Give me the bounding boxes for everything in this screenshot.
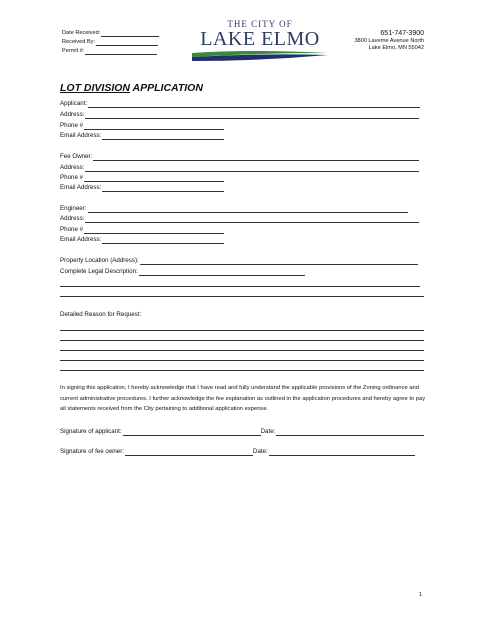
applicant-date-line bbox=[276, 429, 424, 436]
legal-description-line bbox=[139, 269, 305, 276]
engineer-address-label: Address: bbox=[60, 215, 85, 222]
fee-owner-phone-line bbox=[84, 175, 224, 182]
page-number: 1 bbox=[419, 592, 423, 598]
date-received-field[interactable] bbox=[62, 30, 159, 37]
received-by-label: Received By: bbox=[62, 39, 95, 45]
logo-top-text: THE CITY OF bbox=[227, 19, 293, 29]
engineer-name-field[interactable] bbox=[60, 205, 408, 213]
received-by-line bbox=[96, 39, 158, 46]
contact-city: Lake Elmo, MN 55042 bbox=[368, 45, 424, 51]
fee-owner-phone-field[interactable] bbox=[60, 174, 224, 182]
applicant-address-line bbox=[85, 112, 419, 119]
reason-line-2[interactable] bbox=[60, 340, 424, 341]
permit-line bbox=[85, 48, 157, 55]
applicant-phone-label: Phone # bbox=[60, 122, 84, 129]
permit-field[interactable] bbox=[62, 48, 157, 55]
reason-line-4[interactable] bbox=[60, 360, 424, 361]
fee-owner-email-field[interactable] bbox=[60, 184, 224, 192]
title-application: APPLICATION bbox=[130, 82, 203, 94]
logo-main-text: LAKE ELMO bbox=[200, 28, 320, 50]
fee-owner-address-label: Address: bbox=[60, 164, 85, 171]
applicant-signature-label: Signature of applicant: bbox=[60, 428, 122, 435]
engineer-phone-label: Phone # bbox=[60, 226, 84, 233]
property-location-field[interactable] bbox=[60, 257, 418, 265]
engineer-email-label: Email Address: bbox=[60, 236, 102, 243]
engineer-phone-field[interactable] bbox=[60, 226, 224, 234]
applicant-name-line bbox=[88, 101, 420, 108]
contact-phone: 651-747-3900 bbox=[380, 30, 424, 37]
city-logo bbox=[190, 19, 330, 68]
fee-owner-phone-label: Phone # bbox=[60, 174, 84, 181]
applicant-signature-line bbox=[123, 429, 261, 436]
applicant-address-label: Address: bbox=[60, 111, 85, 118]
applicant-email-line bbox=[102, 133, 224, 140]
title-lot-division: LOT DIVISION bbox=[60, 82, 131, 94]
property-location-line bbox=[140, 258, 418, 265]
legal-description-line-3[interactable] bbox=[60, 296, 424, 297]
fee-owner-address-field[interactable] bbox=[60, 164, 419, 172]
page-title bbox=[60, 82, 203, 94]
applicant-address-field[interactable] bbox=[60, 111, 419, 119]
engineer-name-line bbox=[88, 206, 408, 213]
applicant-email-field[interactable] bbox=[60, 132, 224, 140]
applicant-phone-field[interactable] bbox=[60, 122, 224, 130]
fee-owner-signature-row[interactable] bbox=[60, 448, 415, 456]
fee-owner-date-line bbox=[269, 449, 415, 456]
legal-description-label: Complete Legal Description: bbox=[60, 268, 138, 275]
fee-owner-date-label: Date: bbox=[252, 448, 268, 455]
acknowledgement-text: In signing this application, I hereby acknowledge that I have read and fully understand the applicable provisions of the Zoning ordinance and current administrative procedures. I further acknowledge the fee explanation as outlined in the application procedures and hereby agree to pay all statements received from the City pertaining to additional application expense. bbox=[60, 385, 426, 412]
engineer-phone-line bbox=[84, 227, 224, 234]
applicant-email-label: Email Address: bbox=[60, 132, 102, 139]
reason-line-5[interactable] bbox=[60, 370, 424, 371]
engineer-name-label: Engineer: bbox=[60, 205, 87, 212]
fee-owner-email-label: Email Address: bbox=[60, 184, 102, 191]
received-by-field[interactable] bbox=[62, 39, 158, 46]
logo-wave-icon bbox=[190, 49, 330, 63]
engineer-email-field[interactable] bbox=[60, 236, 224, 244]
date-received-label: Date Received: bbox=[62, 30, 101, 36]
fee-owner-signature-line bbox=[125, 449, 253, 456]
applicant-name-label: Applicant: bbox=[60, 100, 88, 107]
fee-owner-name-field[interactable] bbox=[60, 153, 419, 161]
engineer-address-field[interactable] bbox=[60, 215, 419, 223]
legal-description-field[interactable] bbox=[60, 268, 305, 276]
permit-label: Permit #: bbox=[62, 48, 85, 54]
applicant-date-label: Date: bbox=[260, 428, 276, 435]
applicant-signature-row[interactable] bbox=[60, 428, 424, 436]
property-location-label: Property Location (Address): bbox=[60, 257, 139, 264]
applicant-phone-line bbox=[84, 123, 224, 130]
fee-owner-name-line bbox=[93, 154, 419, 161]
contact-block bbox=[330, 29, 424, 52]
engineer-address-line bbox=[85, 216, 419, 223]
fee-owner-address-line bbox=[85, 165, 419, 172]
fee-owner-name-label: Fee Owner: bbox=[60, 153, 93, 160]
reason-line-1[interactable] bbox=[60, 330, 424, 331]
applicant-name-field[interactable] bbox=[60, 100, 420, 108]
date-received-line bbox=[101, 30, 159, 37]
fee-owner-signature-label: Signature of fee owner: bbox=[60, 448, 124, 455]
engineer-email-line bbox=[102, 237, 224, 244]
reason-label: Detailed Reason for Request: bbox=[60, 311, 142, 318]
contact-street: 3800 Laverne Avenue North bbox=[354, 38, 424, 44]
fee-owner-email-line bbox=[102, 185, 224, 192]
legal-description-line-2[interactable] bbox=[60, 286, 420, 287]
reason-line-3[interactable] bbox=[60, 350, 424, 351]
